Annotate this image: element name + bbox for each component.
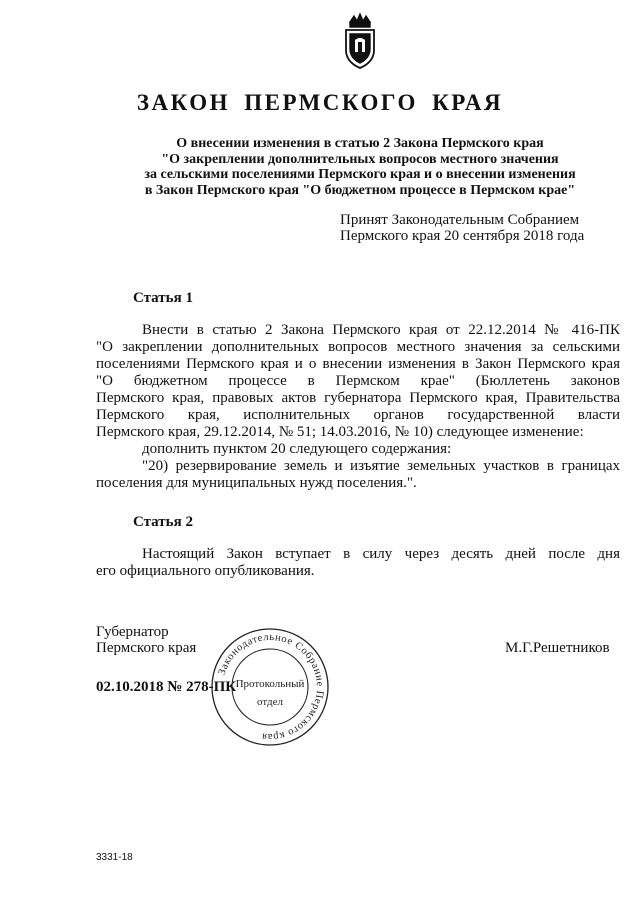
perm-krai-crest-icon (338, 12, 382, 72)
stamp-center-line: Протокольный (235, 678, 305, 690)
article-1-line: Пермского края, правовых актов губернатора Пермского края, Правительства (96, 390, 620, 406)
stamp-ring-text: Законодательное Собрание Пермского края (216, 631, 326, 743)
law-subtitle (108, 136, 612, 198)
subtitle-line: О внесении изменения в статью 2 Закона Пермского края (176, 136, 544, 151)
article-1-line: поселениями Пермского края и о внесении изменения в Закон Пермского края (96, 356, 620, 372)
adoption-line: Пермского края 20 сентября 2018 года (340, 228, 585, 244)
signatory-position-line: Губернатор (96, 624, 169, 640)
subtitle-line: за сельскими поселениями Пермского края и о внесении изменения (144, 167, 576, 182)
article-1-line: дополнить пунктом 20 следующего содержания: (142, 441, 452, 457)
subtitle-line: в Закон Пермского края "О бюджетном процессе в Пермском крае" (144, 182, 576, 198)
subtitle-line: "О закреплении дополнительных вопросов местного значения (161, 151, 559, 167)
signatory-position (96, 624, 196, 656)
official-stamp (208, 625, 332, 749)
signatory-name: М.Г.Решетников (505, 640, 610, 656)
law-title: ЗАКОН ПЕРМСКОГО КРАЯ (136, 90, 504, 115)
article-1-line: "20) резервирование земель и изъятие земельных участков в границах (142, 458, 620, 474)
article-1-line: поселения для муниципальных нужд поселения.". (96, 475, 417, 491)
law-date-number: 02.10.2018 № 278-ПК (96, 679, 237, 695)
article-1-line: "О бюджетном процессе в Пермском крае" (Бюллетень законов (96, 373, 620, 389)
article-1-line: Пермского края, 29.12.2014, № 51; 14.03.2016, № 10) следующее изменение: (96, 424, 584, 440)
article-1-body (96, 322, 620, 492)
article-2-line: Настоящий Закон вступает в силу через десять дней после дня (142, 546, 620, 562)
article-2-line: его официального опубликования. (96, 563, 315, 579)
article-2-body (96, 546, 620, 580)
adoption-line: Принят Законодательным Собранием (340, 212, 580, 228)
article-2-heading: Статья 2 (133, 514, 193, 530)
article-1-line: "О закреплении дополнительных вопросов местного значения за сельскими (96, 339, 620, 355)
stamp-center-line: отдел (257, 696, 283, 708)
article-1-heading: Статья 1 (133, 290, 193, 306)
signatory-position-line: Пермского края (96, 640, 197, 656)
document-code: 3331-18 (96, 852, 133, 863)
article-1-line: Пермского края, исполнительных органов государственной власти (96, 407, 620, 423)
article-1-line: Внести в статью 2 Закона Пермского края от 22.12.2014 № 416-ПК (142, 322, 620, 338)
adoption-note (340, 212, 610, 244)
